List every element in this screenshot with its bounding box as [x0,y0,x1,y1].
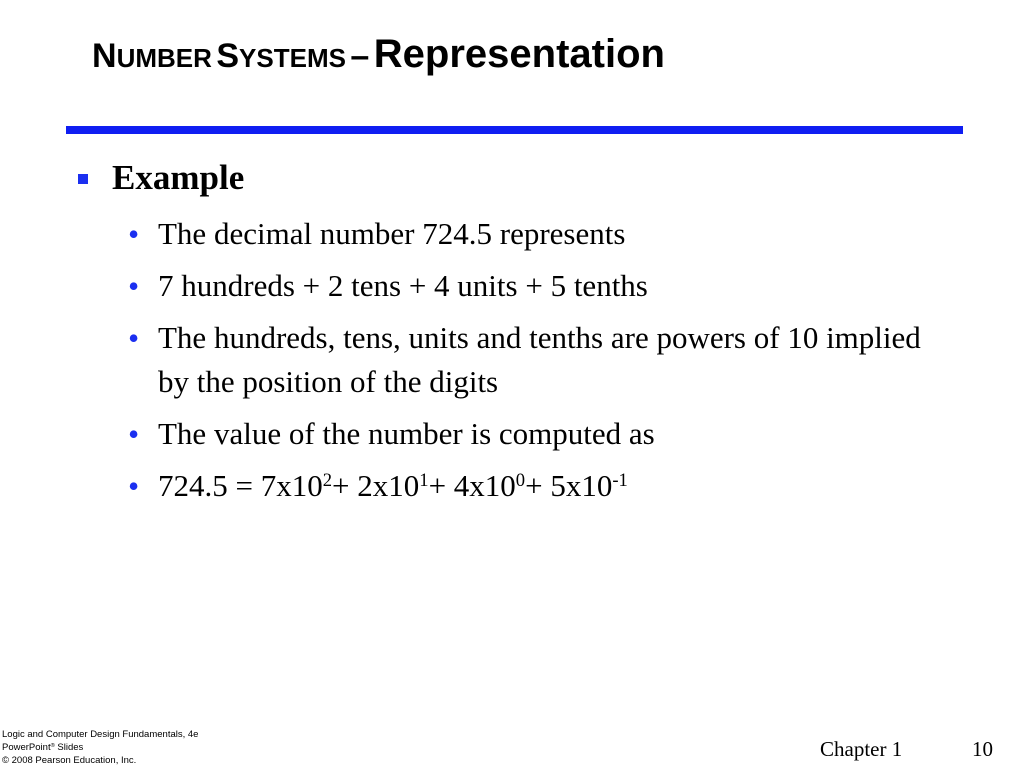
formula-exponent-3: 0 [515,469,526,491]
list-item-text: The hundreds, tens, units and tenths are powers of 10 implied by the position of the digits [158,320,921,399]
bullet-dot-icon: • [128,268,140,304]
title-subtitle: Representation [373,32,665,76]
bullet-dot-icon: • [128,216,140,252]
registered-mark: ® [50,742,55,749]
formula-text [158,468,628,503]
footer-book-title: Logic and Computer Design Fundamentals, 4e [2,729,199,740]
list-item-text: 7 hundreds + 2 tens + 4 units + 5 tenths [158,268,648,303]
title-initial-n: N [92,37,117,75]
list-item-text: The decimal number 724.5 represents [158,216,626,251]
bullet-list [128,212,948,516]
bullet-dot-icon: • [128,416,140,452]
footer-credits [2,728,198,767]
list-item-text: The value of the number is computed as [158,416,655,451]
list-item [128,212,948,256]
formula-item [128,464,948,508]
footer-copyright: © 2008 Pearson Education, Inc. [2,755,137,766]
title-divider [66,126,963,134]
list-item [128,264,948,308]
page-number: 10 [972,737,993,761]
formula-exponent-2: 1 [419,469,429,491]
slide-title [92,34,665,74]
bullet-dot-icon: • [128,468,140,504]
section-heading [78,160,244,195]
footer-chapter: Chapter 1 [820,737,903,761]
formula-exponent-4: -1 [612,469,628,491]
title-initial-s: S [216,37,240,75]
list-item [128,412,948,456]
list-item [128,316,948,404]
formula-term-2: + 2x10 [332,468,420,503]
formula-term-1: 724.5 = 7x10 [158,468,323,503]
title-dash: – [350,37,370,75]
bullet-dot-icon: • [128,320,140,356]
formula-exponent-1: 2 [322,469,333,491]
title-word-ystems: YSTEMS [239,43,346,73]
footer-software [2,741,198,754]
square-bullet-icon [78,174,88,184]
footer-software-suffix: Slides [54,742,84,753]
section-heading-label: Example [112,158,245,197]
footer-software-name: PowerPoint [2,742,51,753]
title-word-umber: UMBER [116,43,212,73]
formula-term-4: + 5x10 [525,468,613,503]
formula-term-3: + 4x10 [428,468,516,503]
